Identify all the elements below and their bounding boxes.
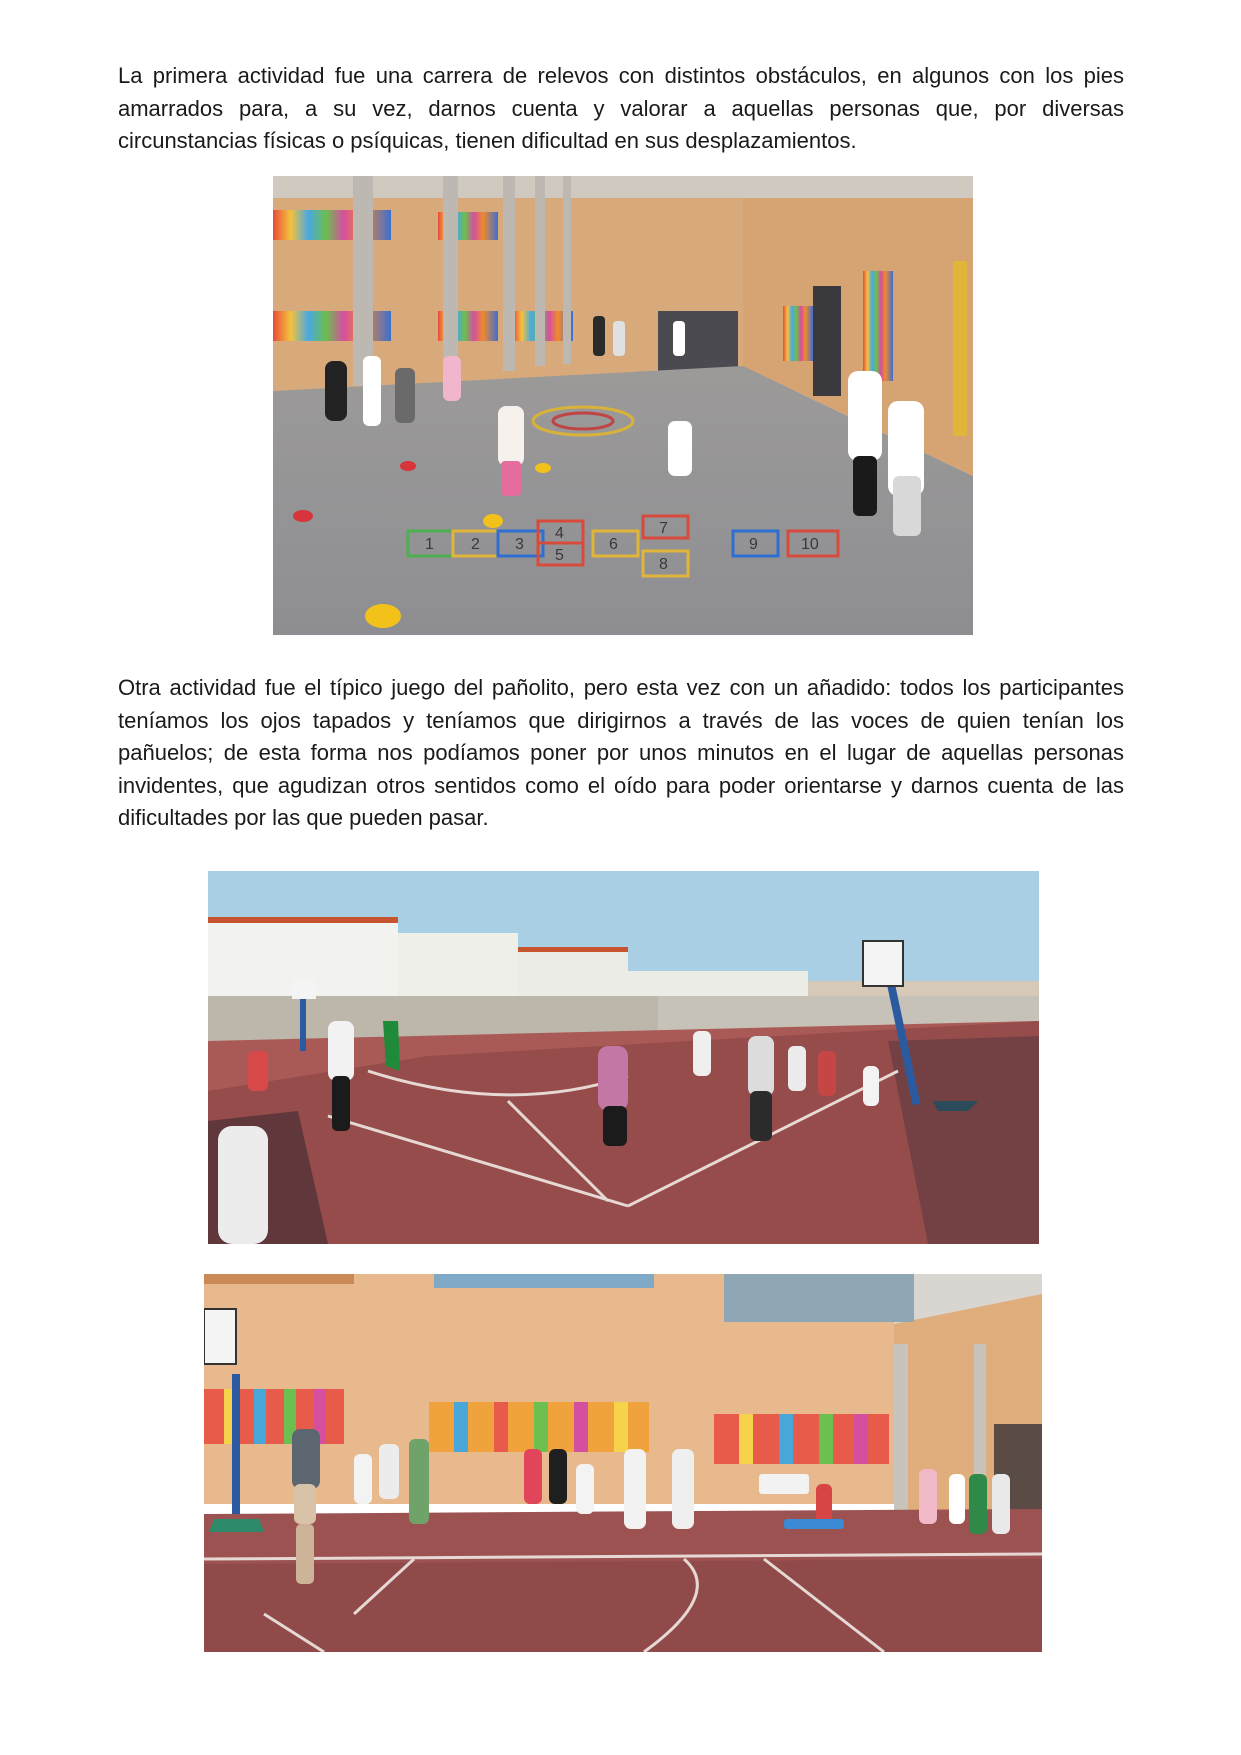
photo-relay-race: [273, 176, 973, 635]
hopscotch-number: 8: [659, 556, 668, 573]
photo-panolito-court: [208, 871, 1039, 1244]
hopscotch-number: 2: [471, 536, 480, 553]
hopscotch-number: 5: [555, 547, 564, 564]
hopscotch-number: 3: [515, 536, 524, 553]
hopscotch-number: 7: [659, 520, 668, 537]
hopscotch-number: 6: [609, 536, 618, 553]
paragraph-relay-race: La primera actividad fue una carrera de relevos con distintos obstáculos, en algunos con los pies amarrados para, a su vez, darnos cuenta y valorar a aquellas personas que, por diversas circunstancias físicas o psíquicas, tienen dificultad en sus desplazamientos.: [118, 63, 1124, 153]
photo-blindfold-game: [204, 1274, 1042, 1652]
hopscotch-number: 10: [801, 536, 819, 553]
paragraph-panolito: Otra actividad fue el típico juego del pañolito, pero esta vez con un añadido: todos los participantes teníamos los ojos tapados y teníamos que dirigirnos a través de las voces de quien tenían los pañuelos; de esta forma nos podíamos poner por unos minutos en el lugar de aquellas personas invidentes, que agudizan otros sentidos como el oído para poder orientarse y darnos cuenta de las dificultades por las que pueden pasar.: [118, 675, 1124, 830]
hopscotch-number: 1: [425, 536, 434, 553]
hopscotch-number: 4: [555, 525, 564, 542]
hopscotch-number: 9: [749, 536, 758, 553]
